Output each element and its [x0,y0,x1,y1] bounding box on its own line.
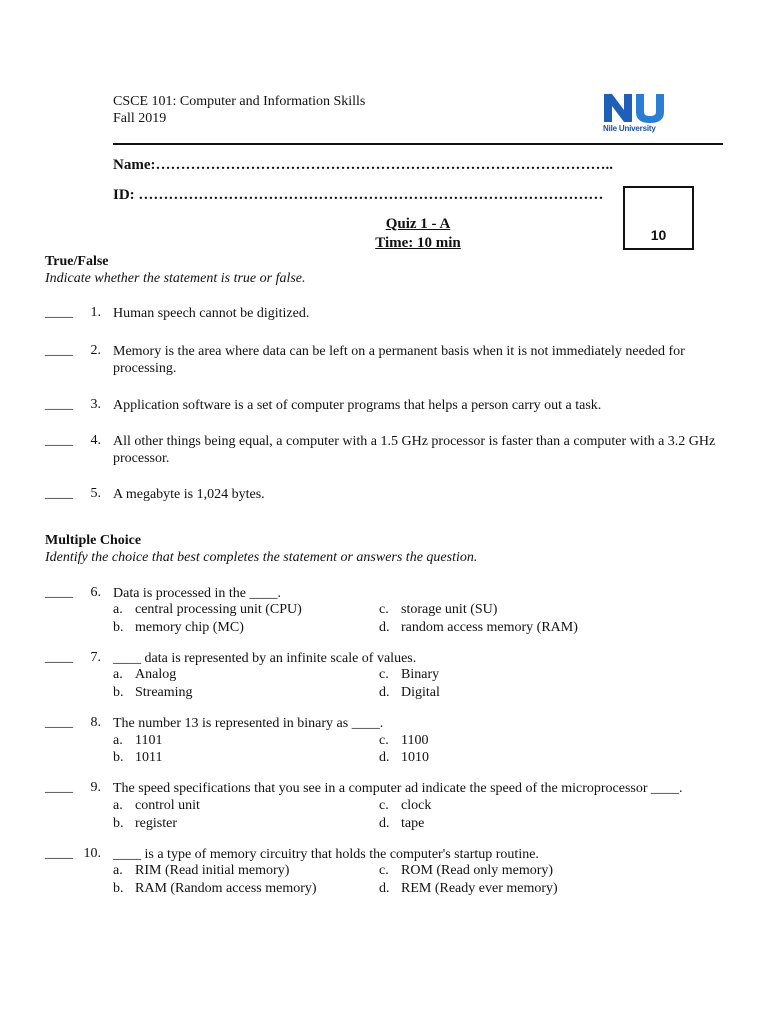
quiz-time: Time: 10 min [375,235,461,251]
true-false-heading: True/False [45,254,109,269]
option-text: Streaming [135,685,193,700]
option-text: 1101 [135,733,163,748]
option-letter: c. [379,798,389,813]
logo-text: Nile University [603,124,656,133]
university-logo [600,90,666,136]
question-text: Memory is the area where data can be left on a permanent basis when it is not immediately needed for [113,344,685,359]
answer-blank[interactable]: ____ [45,585,73,600]
question-text: The number 13 is represented in binary as ____. [113,716,384,731]
option-letter: b. [113,685,124,700]
option-letter: a. [113,602,123,617]
answer-blank[interactable]: ____ [45,715,73,730]
option-letter: c. [379,667,389,682]
option-letter: a. [113,798,123,813]
question-text: Data is processed in the ____. [113,586,281,601]
option-text: 1010 [401,750,429,765]
option-text: RIM (Read initial memory) [135,863,290,878]
option-text: Binary [401,667,440,682]
answer-blank[interactable]: ____ [45,650,73,665]
option-letter: c. [379,602,389,617]
question-number: 1. [90,305,101,320]
option-text: storage unit (SU) [401,602,498,617]
option-letter: b. [113,816,124,831]
id-field[interactable]: ID: ………………………………………………………………………………… [113,187,604,203]
option-letter: b. [113,750,124,765]
header-divider [113,143,723,145]
option-letter: a. [113,667,123,682]
question-number: 3. [90,397,101,412]
answer-blank[interactable]: ____ [45,397,73,412]
option-text: REM (Ready ever memory) [401,881,558,896]
question-text: processor. [113,451,170,466]
answer-blank[interactable]: ____ [45,343,73,358]
option-letter: d. [379,620,390,635]
question-text: ____ data is represented by an infinite scale of values. [113,651,417,666]
question-number: 9. [90,780,101,795]
option-text: clock [401,798,432,813]
course-term: Fall 2019 [113,111,167,126]
question-number: 10. [83,846,101,861]
question-number: 6. [90,585,101,600]
option-letter: a. [113,733,123,748]
answer-blank[interactable]: ____ [45,846,73,861]
quiz-title: Quiz 1 - A [385,216,451,232]
question-text: Human speech cannot be digitized. [113,306,310,321]
option-letter: b. [113,881,124,896]
multiple-choice-heading: Multiple Choice [45,533,142,548]
option-text: memory chip (MC) [135,620,244,635]
option-letter: c. [379,733,389,748]
option-letter: c. [379,863,389,878]
option-text: RAM (Random access memory) [135,881,317,896]
multiple-choice-instruction: Identify the choice that best completes the statement or answers the question. [45,550,478,565]
question-number: 5. [90,486,101,501]
answer-blank[interactable]: ____ [45,305,73,320]
option-letter: d. [379,816,390,831]
course-header [113,93,365,127]
question-number: 8. [90,715,101,730]
option-letter: d. [379,750,390,765]
question-text: Application software is a set of computer programs that helps a person carry out a task. [113,398,602,413]
option-text: Digital [401,685,440,700]
question-number: 7. [90,650,101,665]
option-text: tape [401,816,425,831]
option-letter: d. [379,685,390,700]
question-number: 4. [90,433,101,448]
true-false-instruction: Indicate whether the statement is true or false. [45,271,306,286]
question-number: 2. [90,343,101,358]
option-text: 1100 [401,733,429,748]
option-text: random access memory (RAM) [401,620,578,635]
question-text: A megabyte is 1,024 bytes. [113,487,265,502]
answer-blank[interactable]: ____ [45,486,73,501]
name-field[interactable]: Name:……………………………………………………………………………….. [113,157,613,173]
option-text: register [135,816,177,831]
option-text: control unit [135,798,200,813]
option-letter: d. [379,881,390,896]
nu-logo-icon [600,90,666,124]
option-letter: a. [113,863,123,878]
question-text: ____ is a type of memory circuitry that holds the computer's startup routine. [113,847,539,862]
option-letter: b. [113,620,124,635]
score-value: 10 [650,227,667,243]
question-text: processing. [113,361,177,376]
option-text: Analog [135,667,177,682]
option-text: ROM (Read only memory) [401,863,554,878]
option-text: central processing unit (CPU) [135,602,302,617]
course-title: CSCE 101: Computer and Information Skills [113,94,366,109]
answer-blank[interactable]: ____ [45,433,73,448]
answer-blank[interactable]: ____ [45,780,73,795]
option-text: 1011 [135,750,163,765]
question-text: All other things being equal, a computer with a 1.5 GHz processor is faster than a computer with a 3.2 GHz [113,434,716,449]
question-text: The speed specifications that you see in a computer ad indicate the speed of the microprocessor ____. [113,781,683,796]
